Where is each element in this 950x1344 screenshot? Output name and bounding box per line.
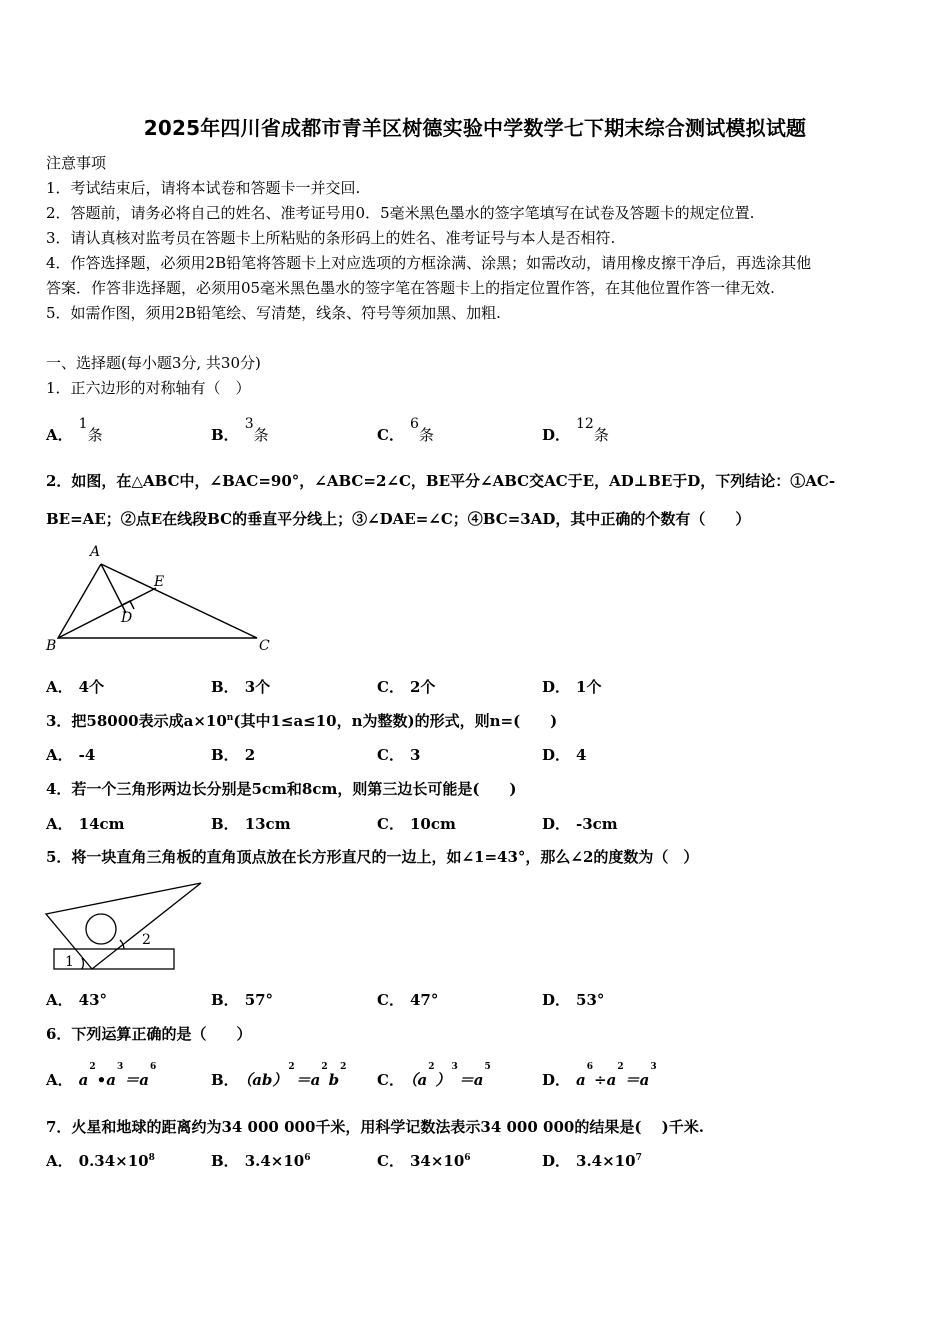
q3-option-c [377, 744, 420, 765]
q2-option-d [542, 676, 601, 697]
term: a [78, 1071, 89, 1089]
option-text: -3cm [576, 815, 618, 833]
notice-item: 5．如需作图，须用2B铅笔绘、写清楚，线条、符号等须加黑、加粗. [46, 304, 501, 322]
exponent: 2 [617, 1062, 624, 1072]
question-6-stem: 6．下列运算正确的是（ ） [46, 1025, 252, 1043]
q5-option-a [46, 989, 107, 1010]
label-c: C [259, 638, 270, 654]
option-letter: D． [542, 1071, 571, 1089]
exponent: 3 [451, 1062, 458, 1072]
option-base: 0.34×10 [78, 1152, 149, 1170]
option-text: 47° [409, 991, 439, 1009]
q2-option-b [211, 676, 270, 697]
option-base: 34×10 [409, 1152, 465, 1170]
q7-option-b [211, 1150, 311, 1171]
option-letter: A． [46, 1071, 73, 1089]
option-number: 12 [576, 416, 594, 432]
label-b: B [46, 638, 57, 654]
question-4-stem: 4．若一个三角形两边长分别是5cm和8cm，则第三边长可能是( ) [46, 780, 517, 798]
angle-2-label: 2 [142, 932, 151, 948]
option-letter: D． [542, 991, 571, 1009]
segment-ad [101, 564, 126, 613]
ruler-triangle-figure [44, 878, 208, 974]
exponent: 3 [116, 1062, 124, 1072]
option-text: -4 [78, 746, 96, 764]
notice-item: 1．考试结束后，请将本试卷和答题卡一并交回. [46, 179, 361, 197]
q3-option-a [46, 744, 95, 765]
triangle-figure [44, 542, 280, 658]
angle-1-arc [82, 958, 83, 969]
option-exponent: 6 [304, 1153, 311, 1163]
exponent: 3 [650, 1062, 657, 1072]
option-text: 14cm [78, 815, 125, 833]
label-a: A [90, 544, 101, 560]
option-letter: C． [377, 1152, 404, 1170]
option-text: 13cm [244, 815, 291, 833]
angle-1-label: 1 [65, 954, 74, 970]
exponent: 5 [484, 1062, 491, 1072]
q6-option-c [377, 1062, 492, 1090]
option-letter: B． [211, 1071, 239, 1089]
question-1-stem: 1．正六边形的对称轴有（ ） [46, 379, 251, 397]
option-base: 3.4×10 [244, 1152, 305, 1170]
option-text: 10cm [409, 815, 456, 833]
option-letter: A． [46, 746, 73, 764]
option-letter: C． [377, 1071, 404, 1089]
q7-option-c [377, 1150, 471, 1171]
option-text: 4 [576, 746, 587, 764]
q7-option-a [46, 1150, 155, 1171]
label-e: E [154, 574, 165, 590]
term: ＝a [124, 1071, 149, 1089]
option-number: 1 [78, 416, 88, 432]
option-letter: C． [377, 991, 404, 1009]
exponent: 6 [586, 1062, 594, 1072]
notice-item: 答案．作答非选择题，必须用05毫米黑色墨水的签字笔在答题卡上的指定位置作答，在其他位置作答一律无效. [46, 279, 775, 297]
option-number: 6 [409, 416, 419, 432]
option-letter: C． [377, 678, 404, 696]
option-letter: C． [377, 815, 404, 833]
term: ＝a [295, 1071, 321, 1089]
term: ） [435, 1071, 451, 1089]
option-letter: A． [46, 1152, 73, 1170]
term: ÷a [594, 1071, 617, 1089]
q3-stem-pre: 3．把58000表示成a×10 [46, 712, 227, 730]
option-letter: A． [46, 815, 73, 833]
q7-option-d [542, 1150, 642, 1171]
question-7-stem: 7．火星和地球的距离约为34 000 000千米，用科学记数法表示34 000 000的结果是( )千米. [46, 1118, 704, 1136]
q5-option-b [211, 989, 273, 1010]
option-unit: 条 [593, 426, 609, 444]
term: （ab） [244, 1071, 288, 1089]
q5-option-c [377, 989, 438, 1010]
option-text: 2 [244, 746, 256, 764]
q4-option-b [211, 813, 291, 834]
option-number: 3 [244, 416, 254, 432]
exponent: 2 [428, 1062, 435, 1072]
q2-option-c [377, 676, 435, 697]
option-letter: B． [211, 678, 239, 696]
q1-option-a [46, 416, 103, 445]
option-text: 1个 [576, 678, 602, 696]
q6-option-a [46, 1062, 157, 1090]
option-unit: 条 [253, 426, 269, 444]
q1-option-d [542, 416, 609, 445]
term: （a [409, 1071, 428, 1089]
page-title: 2025年四川省成都市青羊区树德实验中学数学七下期末综合测试模拟试题 [143, 116, 807, 140]
option-text: 57° [244, 991, 274, 1009]
set-square-hole [86, 914, 116, 944]
notice-item: 2．答题前，请务必将自己的姓名、准考证号用0．5毫米黑色墨水的签字笔填写在试卷及答题卡的规定位置. [46, 204, 755, 222]
option-unit: 条 [87, 426, 103, 444]
q3-stem-sup: n [226, 713, 234, 723]
q3-stem-post: (其中1≤a≤10，n为整数)的形式，则n=( ) [233, 712, 558, 730]
option-base: 3.4×10 [576, 1152, 636, 1170]
option-text: 2个 [409, 678, 436, 696]
option-letter: D． [542, 746, 571, 764]
q6-option-d [542, 1062, 658, 1090]
option-letter: C． [377, 426, 404, 444]
option-letter: D． [542, 815, 571, 833]
option-exponent: 7 [635, 1153, 642, 1163]
question-2-stem-line1: 2．如图，在△ABC中，∠BAC=90°，∠ABC=2∠C，BE平分∠ABC交AC于E，AD⊥BE于D，下列结论：①AC- [46, 472, 836, 490]
option-letter: B． [211, 1152, 239, 1170]
option-letter: A． [46, 426, 73, 444]
option-text: 4个 [78, 678, 105, 696]
term: ＝a [624, 1071, 650, 1089]
option-unit: 条 [418, 426, 434, 444]
term: •a [96, 1071, 116, 1089]
label-d: D [121, 610, 133, 626]
q5-option-d [542, 989, 604, 1010]
option-letter: B． [211, 426, 239, 444]
option-letter: D． [542, 426, 571, 444]
exponent: 2 [288, 1062, 295, 1072]
option-text: 53° [576, 991, 605, 1009]
option-exponent: 6 [464, 1153, 471, 1163]
question-2-stem-line2: BE=AE；②点E在线段BC的垂直平分线上；③∠DAE=∠C；④BC=3AD，其中正确的个数有（ ） [46, 510, 751, 528]
option-letter: B． [211, 991, 239, 1009]
option-letter: C． [377, 746, 404, 764]
question-3-stem [46, 710, 557, 731]
term: ＝a [458, 1071, 484, 1089]
q6-option-b [211, 1062, 347, 1090]
option-text: 3 [409, 746, 421, 764]
question-5-stem: 5．将一块直角三角板的直角顶点放在长方形直尺的一边上，如∠1=43°，那么∠2的度数为（ ） [46, 848, 699, 866]
option-letter: B． [211, 746, 239, 764]
section-heading: 一、选择题(每小题3分, 共30分) [46, 354, 261, 372]
option-letter: A． [46, 678, 73, 696]
exponent: 2 [321, 1062, 328, 1072]
option-letter: D． [542, 678, 571, 696]
q4-option-d [542, 813, 618, 834]
option-letter: B． [211, 815, 239, 833]
q1-option-c [377, 416, 434, 445]
option-text: 3个 [244, 678, 271, 696]
notice-item: 3．请认真核对监考员在答题卡上所粘贴的条形码上的姓名、准考证号与本人是否相符. [46, 229, 616, 247]
q3-option-b [211, 744, 255, 765]
q1-option-b [211, 416, 269, 445]
option-letter: D． [542, 1152, 571, 1170]
exponent: 2 [340, 1062, 347, 1072]
notice-heading: 注意事项 [46, 154, 107, 172]
q4-option-c [377, 813, 456, 834]
exponent: 6 [149, 1062, 157, 1072]
angle-2-arc [120, 940, 124, 949]
term: a [576, 1071, 586, 1089]
q4-option-a [46, 813, 125, 834]
notice-item: 4．作答选择题，必须用2B铅笔将答题卡上对应选项的方框涂满、涂黑；如需改动，请用橡皮擦干净后，再选涂其他 [46, 254, 812, 272]
option-exponent: 8 [148, 1153, 155, 1163]
q2-option-a [46, 676, 104, 697]
option-letter: A． [46, 991, 73, 1009]
q3-option-d [542, 744, 586, 765]
term: b [328, 1071, 340, 1089]
exponent: 2 [89, 1062, 96, 1072]
option-text: 43° [78, 991, 108, 1009]
